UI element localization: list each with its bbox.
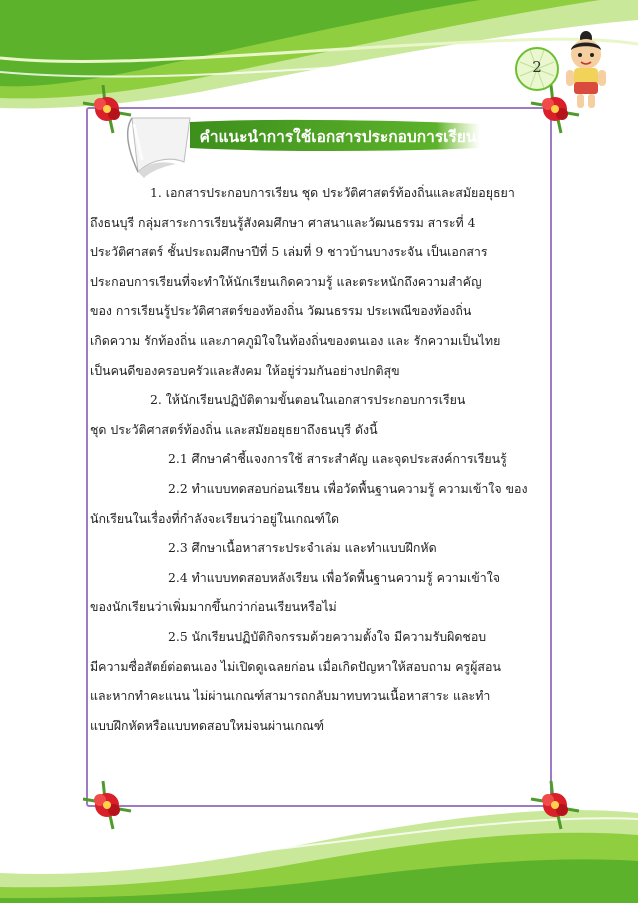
text-line: 2.1 ศึกษาคำชี้แจงการใช้ สาระสำคัญ และจุดประสงค์การเรียนรู้: [168, 451, 507, 467]
text-line: ของนักเรียนว่าเพิ่มมากขึ้นกว่าก่อนเรียนหรือไม่: [90, 599, 337, 615]
text-line: 2.3 ศึกษาเนื้อหาสาระประจำเล่ม และทำแบบฝึกหัด: [168, 540, 437, 556]
corner-flower-icon: [528, 778, 582, 832]
text-line: ประกอบการเรียนที่จะทำให้นักเรียนเกิดความรู้ และตระหนักถึงความสำคัญ: [90, 273, 482, 289]
text-line: แบบฝึกหัดหรือแบบทดสอบใหม่จนผ่านเกณฑ์: [90, 717, 325, 733]
text-line: เป็นคนดีของครอบครัวและสังคม ให้อยู่ร่วมกันอย่างปกติสุข: [90, 362, 400, 378]
corner-flower-icon: [80, 778, 134, 832]
text-line: 2. ให้นักเรียนปฏิบัติตามขั้นตอนในเอกสารประกอบการเรียน: [150, 392, 466, 408]
body-text: [90, 178, 546, 740]
text-line: ของ การเรียนรู้ประวัติศาสตร์ของท้องถิ่น วัฒนธรรม ประเพณีของท้องถิ่น: [90, 303, 472, 319]
text-line: 2.4 ทำแบบทดสอบหลังเรียน เพื่อวัดพื้นฐานความรู้ ความเข้าใจ: [168, 569, 500, 585]
text-line: 1. เอกสารประกอบการเรียน ชุด ประวัติศาสตร์ท้องถิ่นและสมัยอยุธยา: [150, 185, 515, 200]
text-line: มีความซื่อสัตย์ต่อตนเอง ไม่เปิดดูเฉลยก่อน เมื่อเกิดปัญหาให้สอบถาม ครูผู้สอน: [90, 658, 501, 674]
text-line: 2.2 ทำแบบทดสอบก่อนเรียน เพื่อวัดพื้นฐานความรู้ ความเข้าใจ ของ: [168, 480, 528, 496]
title-area: [120, 110, 480, 180]
page-title: คำแนะนำการใช้เอกสารประกอบการเรียน: [199, 128, 477, 146]
mascot-child-icon: [558, 30, 614, 112]
text-line: ถึงธนบุรี กลุ่มสาระการเรียนรู้สังคมศึกษา ศาสนาและวัฒนธรรม สาระที่ 4: [90, 214, 476, 230]
text-line: 2.5 นักเรียนปฏิบัติกิจกรรมด้วยความตั้งใจ มีความรับผิดชอบ: [168, 628, 487, 644]
text-line: เกิดความ รักท้องถิ่น และภาคภูมิใจในท้องถิ่นของตนเอง และ รักความเป็นไทย: [90, 332, 501, 348]
text-line: ชุด ประวัติศาสตร์ท้องถิ่น และสมัยอยุธยาถึงธนบุรี ดังนี้: [90, 421, 378, 437]
text-line: และหากทำคะแนน ไม่ผ่านเกณฑ์สามารถกลับมาทบทวนเนื้อหาสาระ และทำ: [90, 688, 491, 704]
text-line: ประวัติศาสตร์ ชั้นประถมศึกษาปีที่ 5 เล่มที่ 9 ชาวบ้านบางระจัน เป็นเอกสาร: [90, 244, 488, 260]
page-number: 2: [532, 58, 542, 76]
text-line: นักเรียนในเรื่องที่กำลังจะเรียนว่าอยู่ในเกณฑ์ใด: [90, 510, 340, 526]
